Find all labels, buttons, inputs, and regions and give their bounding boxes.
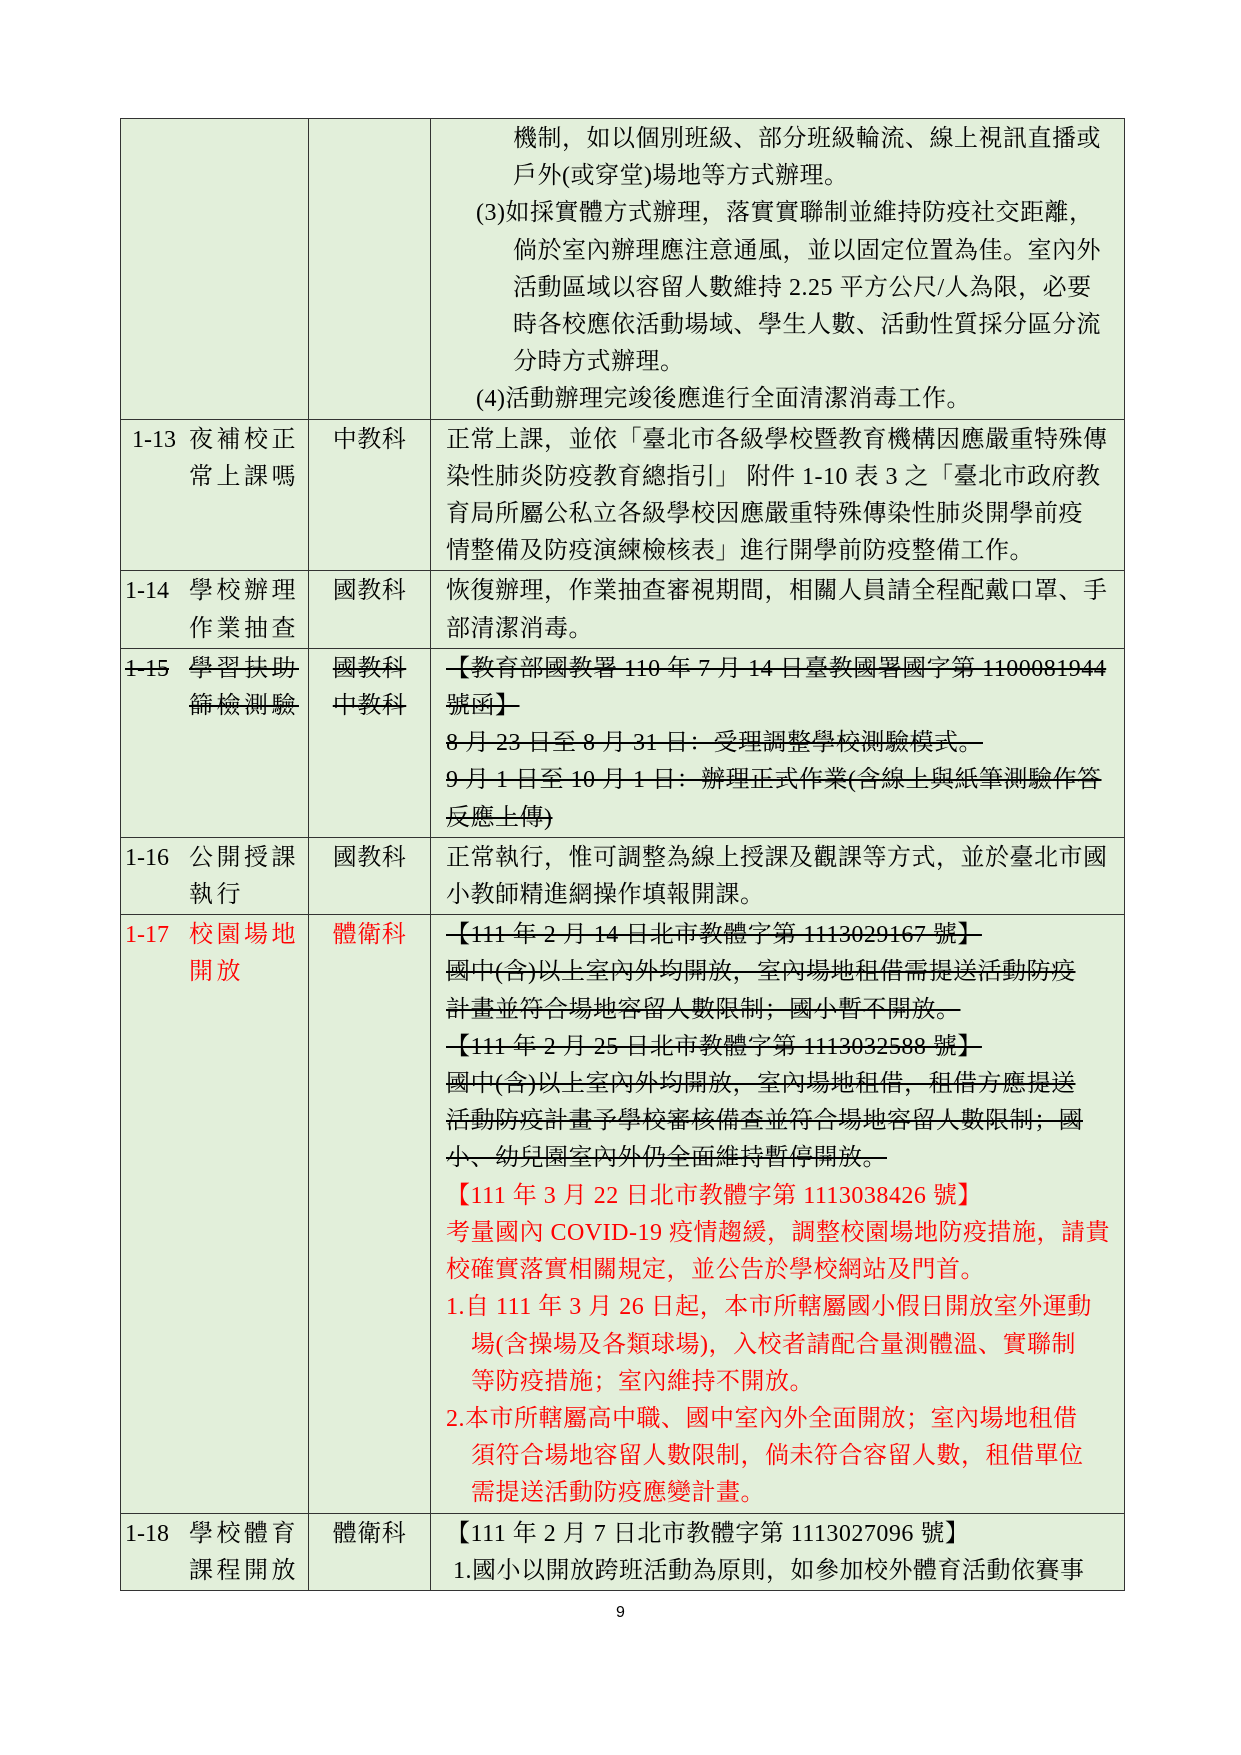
content-line: 1.自 111 年 3 月 26 日起，本市所轄屬國小假日開放室外運動: [446, 1294, 1092, 1321]
content-cell: [431, 1513, 1125, 1590]
content-line: 情整備及防疫演練檢核表」進行開學前防疫整備工作。: [446, 538, 1034, 565]
table-row: [121, 571, 1125, 648]
content-cell: [431, 419, 1125, 571]
item-code: 1-13: [132, 426, 176, 453]
content-line: 【111 年 2 月 25 日北市教體字第 1113032588 號】: [446, 1033, 982, 1060]
content-line: 小、幼兒園室內外仍全面維持暫停開放。: [446, 1145, 887, 1172]
page-number: 9: [616, 1604, 625, 1621]
content-line: 場(含操場及各類球場)，入校者請配合量測體溫、實聯制: [471, 1331, 1076, 1358]
content-line: 【111 年 2 月 14 日北市教體字第 1113029167 號】: [446, 922, 982, 949]
content-line: 8 月 23 日至 8 月 31 日：受理調整學校測驗模式。: [446, 730, 983, 757]
department-cell: [309, 1513, 431, 1590]
item-title-line: 執行: [189, 882, 244, 909]
item-code: 1-14: [125, 578, 169, 605]
content-line: 正常上課，並依「臺北市各級學校暨教育機構因應嚴重特殊傳: [446, 426, 1108, 453]
content-line: (3)如採實體方式辦理，落實實聯制並維持防疫社交距離，: [476, 200, 1094, 227]
content-line: 【教育部國教署 110 年 7 月 14 日臺教國署國字第 1100081944: [446, 655, 1107, 682]
item-cell: [121, 119, 309, 420]
item-title-line: 常上課嗎: [189, 463, 299, 490]
content-cell: [431, 837, 1125, 914]
table-row: [121, 419, 1125, 571]
item-code: 1-16: [125, 844, 169, 871]
table-row: [121, 119, 1125, 420]
content-line: 【111 年 2 月 7 日北市教體字第 1113027096 號】: [446, 1520, 970, 1547]
content-line: 校確實落實相關規定，並公告於學校網站及門首。: [446, 1257, 985, 1284]
content-line: 分時方式辦理。: [513, 349, 685, 376]
content-line: 部清潔消毒。: [446, 615, 593, 642]
department-cell: [309, 419, 431, 571]
item-code: 1-15: [125, 655, 169, 682]
content-line: 活動防疫計畫予學校審核備查並符合場地容留人數限制；國: [446, 1108, 1083, 1135]
department-cell: [309, 571, 431, 648]
department-name: 國教科: [332, 844, 407, 871]
content-line: 須符合場地容留人數限制，倘未符合容留人數，租借單位: [471, 1443, 1084, 1470]
content-line: 恢復辦理，作業抽查審視期間，相關人員請全程配戴口罩、手: [446, 578, 1108, 605]
measures-table: [120, 118, 1125, 1591]
content-cell: [431, 571, 1125, 648]
content-line: 時各校應依活動場域、學生人數、活動性質採分區分流: [513, 312, 1101, 339]
content-line: 反應上傳): [446, 804, 553, 831]
content-line: 戶外(或穿堂)場地等方式辦理。: [513, 163, 849, 190]
content-line: 考量國內 COVID-19 疫情趨緩，調整校園場地防疫措施，請貴: [446, 1219, 1110, 1246]
department-name: 國教科: [332, 655, 407, 682]
item-code: 1-18: [125, 1520, 169, 1547]
content-line: 等防疫措施；室內維持不開放。: [471, 1368, 814, 1395]
department-name: 國教科: [332, 578, 407, 605]
item-cell: [121, 648, 309, 837]
department-cell: [309, 648, 431, 837]
item-cell: [121, 1513, 309, 1590]
department-name: 體衛科: [332, 1520, 407, 1547]
content-line: 號函】: [446, 693, 520, 720]
content-line: 計畫並符合場地容留人數限制；國小暫不開放。: [446, 996, 961, 1023]
item-title-line: 篩檢測驗: [189, 693, 299, 720]
item-cell: [121, 419, 309, 571]
department-cell: [309, 915, 431, 1513]
content-line: 機制，如以個別班級、部分班級輪流、線上視訊直播或: [513, 126, 1101, 152]
content-cell: [431, 119, 1125, 420]
department-cell: [309, 837, 431, 914]
content-line: 需提送活動防疫應變計畫。: [471, 1480, 765, 1507]
item-cell: [121, 571, 309, 648]
table-row: [121, 648, 1125, 837]
content-line: 染性肺炎防疫教育總指引」 附件 1-10 表 3 之「臺北市政府教: [446, 463, 1101, 490]
department-name: 中教科: [332, 693, 407, 720]
content-line: 正常執行，惟可調整為線上授課及觀課等方式，並於臺北市國: [446, 844, 1108, 871]
item-title-line: 課程開放: [189, 1557, 299, 1584]
item-title-line: 學習扶助: [189, 655, 299, 682]
item-title-line: 夜補校正: [189, 426, 299, 453]
content-line: 小教師精進網操作填報開課。: [446, 882, 765, 909]
department-name: 體衛科: [332, 922, 407, 949]
table-row: [121, 1513, 1125, 1590]
item-title-line: 公開授課: [189, 844, 299, 871]
content-line: 1.國小以開放跨班活動為原則，如參加校外體育活動依賽事: [453, 1557, 1085, 1584]
item-cell: [121, 837, 309, 914]
item-title-line: 學校辦理: [189, 578, 299, 605]
item-title-line: 校園場地: [189, 922, 299, 949]
content-line: 9 月 1 日至 10 月 1 日：辦理正式作業(含線上與紙筆測驗作答: [446, 767, 1102, 794]
content-line: 2.本市所轄屬高中職、國中室內外全面開放；室內場地租借: [446, 1405, 1078, 1432]
content-line: 【111 年 3 月 22 日北市教體字第 1113038426 號】: [446, 1182, 982, 1209]
content-cell: [431, 648, 1125, 837]
content-cell: [431, 915, 1125, 1513]
content-line: 國中(含)以上室內外均開放，室內場地租借，租借方應提送: [446, 1071, 1076, 1098]
table-row: [121, 915, 1125, 1513]
item-title-line: 作業抽查: [189, 615, 299, 642]
content-line: (4)活動辦理完竣後應進行全面清潔消毒工作。: [476, 386, 971, 413]
content-line: 活動區域以容留人數維持 2.25 平方公尺/人為限，必要: [513, 274, 1092, 301]
item-code: 1-17: [125, 922, 169, 949]
content-line: 育局所屬公私立各級學校因應嚴重特殊傳染性肺炎開學前疫: [446, 501, 1083, 528]
table-row: [121, 837, 1125, 914]
item-title-line: 開放: [189, 959, 244, 986]
item-title-line: 學校體育: [189, 1520, 299, 1547]
department-name: 中教科: [332, 426, 407, 453]
content-line: 倘於室內辦理應注意通風，並以固定位置為佳。室內外: [513, 237, 1101, 264]
item-cell: [121, 915, 309, 1513]
content-line: 國中(含)以上室內外均開放，室內場地租借需提送活動防疫: [446, 959, 1076, 986]
department-cell: [309, 119, 431, 420]
